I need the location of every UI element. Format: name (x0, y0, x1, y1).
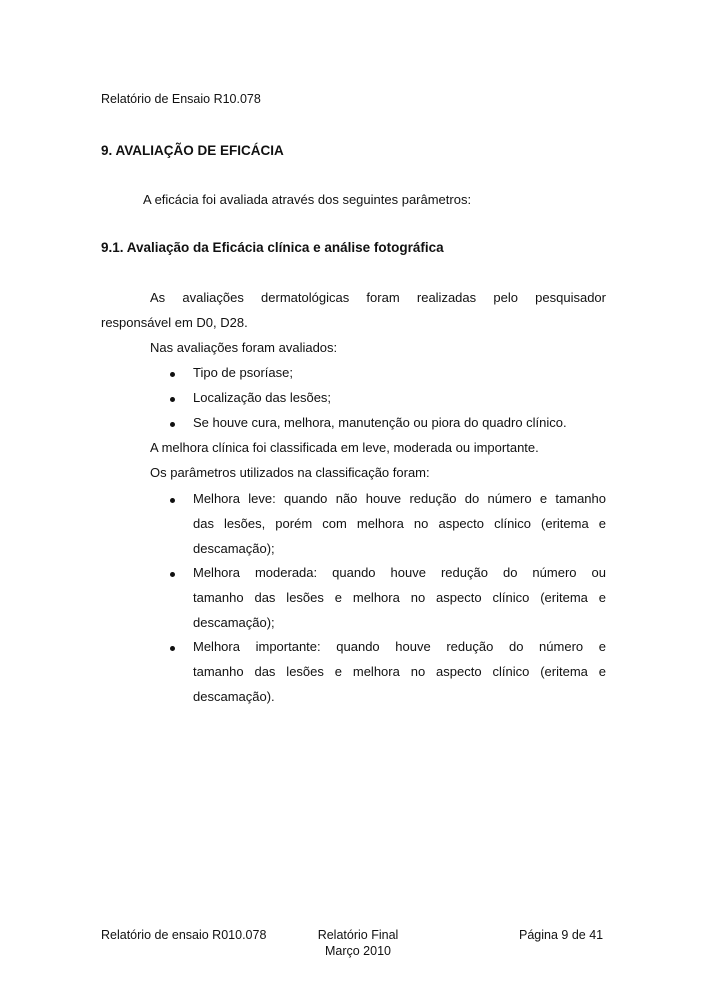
bullet-icon (170, 492, 175, 507)
parameter-line: Melhora importante: quando houve redução do número e (193, 639, 606, 654)
classification-text: A melhora clínica foi classificada em leve, moderada ou importante. (150, 440, 539, 455)
bullet-icon (170, 640, 175, 655)
footer-report-id: Relatório de ensaio R010.078 (101, 928, 267, 942)
section-title: 9. AVALIAÇÃO DE EFICÁCIA (101, 143, 284, 158)
bullet-icon (170, 416, 175, 431)
list-item: Se houve cura, melhora, manutenção ou piora do quadro clínico. (193, 415, 567, 430)
footer-report-type: Relatório Final (317, 928, 399, 942)
parameter-line: Melhora leve: quando não houve redução do número e tamanho (193, 491, 606, 506)
parameter-line: das lesões, porém com melhora no aspecto clínico (eritema e (193, 516, 606, 531)
list-item: Tipo de psoríase; (193, 365, 293, 380)
parameter-line: Melhora moderada: quando houve redução do número ou (193, 565, 606, 580)
paragraph-line: As avaliações dermatológicas foram realizadas pelo pesquisador (150, 290, 606, 305)
bullet-icon (170, 391, 175, 406)
parameter-line: descamação); (193, 615, 275, 630)
intro-paragraph: A eficácia foi avaliada através dos seguintes parâmetros: (143, 192, 472, 207)
subsection-title: 9.1. Avaliação da Eficácia clínica e análise fotográfica (101, 240, 444, 255)
list-item: Localização das lesões; (193, 390, 332, 405)
footer-date: Março 2010 (324, 944, 391, 958)
footer-page-number: Página 9 de 41 (519, 928, 604, 942)
parameters-intro: Os parâmetros utilizados na classificação foram: (150, 465, 430, 480)
paragraph-line: responsável em D0, D28. (101, 315, 248, 330)
bullet-icon (170, 566, 175, 581)
running-header: Relatório de Ensaio R10.078 (101, 92, 261, 106)
bullet-icon (170, 366, 175, 381)
parameter-line: descamação); (193, 541, 275, 556)
parameter-line: tamanho das lesões e melhora no aspecto clínico (eritema e (193, 590, 606, 605)
evaluated-intro: Nas avaliações foram avaliados: (150, 340, 338, 355)
parameter-line: tamanho das lesões e melhora no aspecto clínico (eritema e (193, 664, 606, 679)
parameter-line: descamação). (193, 689, 275, 704)
